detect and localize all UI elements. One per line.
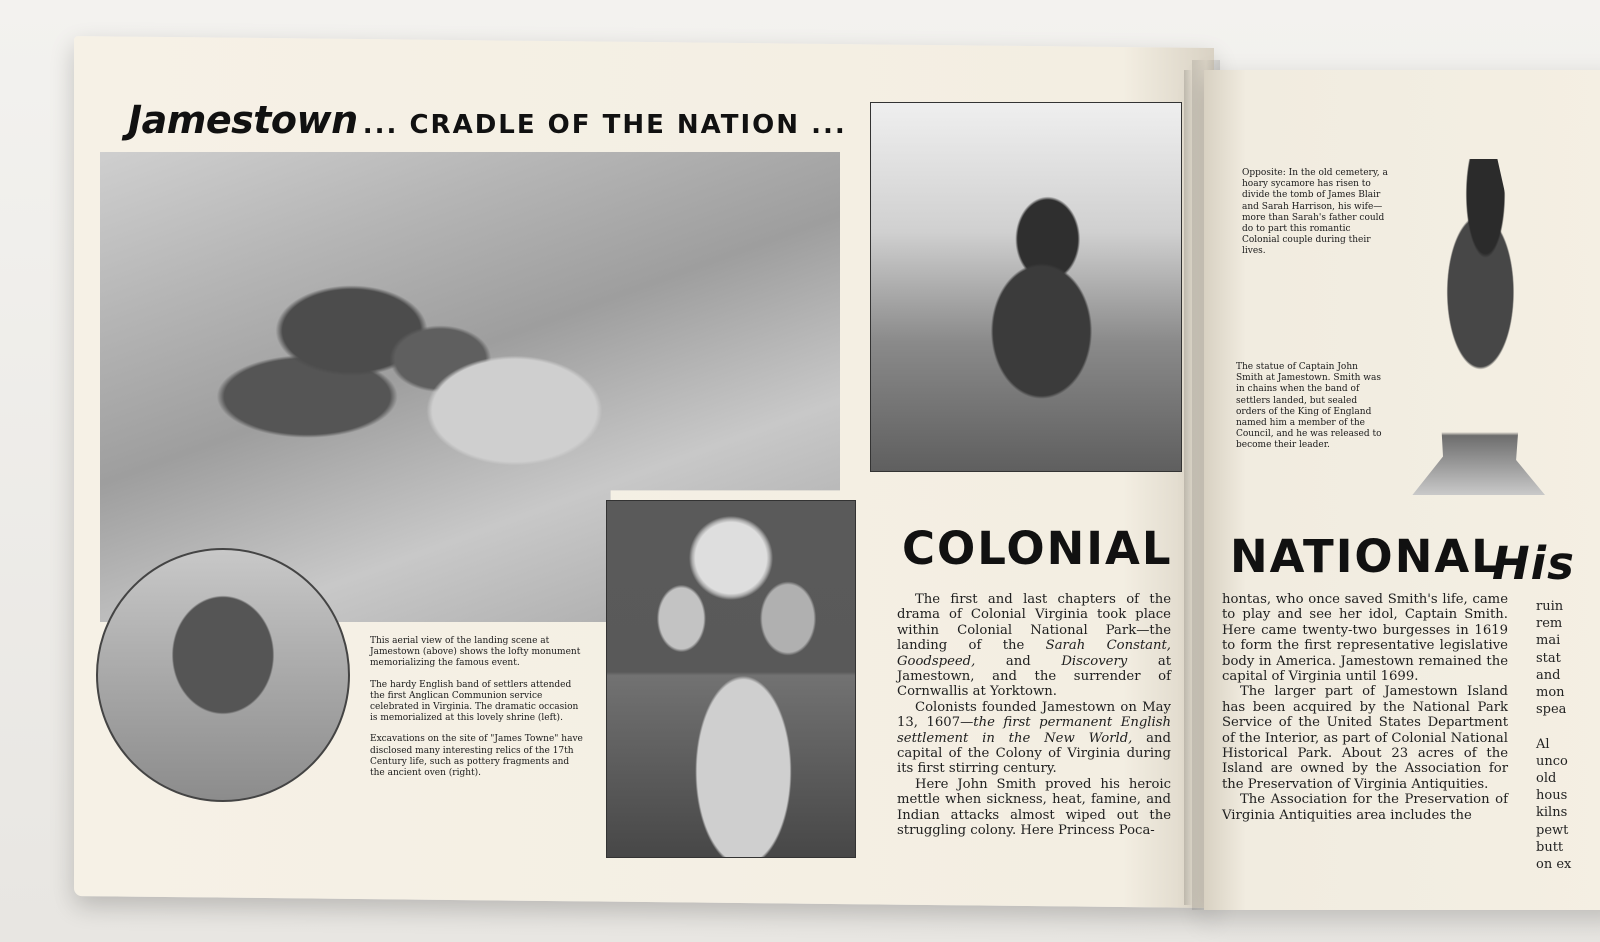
heading-his: His — [1492, 537, 1575, 590]
artifacts-photo — [606, 500, 856, 858]
page-title — [128, 98, 847, 142]
title-caps: ... CRADLE OF THE NATION ... — [362, 110, 847, 140]
excavations-caption: Excavations on the site of "James Towne" have disclosed many interesting relics of the 17th Century life, such as pottery fragments and the ancient oven (right). — [370, 734, 583, 779]
body-left-p3: Here John Smith proved his heroic mettle when sickness, heat, famine, and Indian attacks almost wiped out the struggling colony. Here Princess Poca- — [897, 776, 1171, 839]
body-right-p3: The Association for the Preservation of Virginia Antiquities area includes the — [1222, 792, 1508, 823]
body-right-p1: hontas, who once saved Smith's life, came to play and see her idol, Captain Smith. Here came twenty-two burgesses in 1619 to form the first representative legislative body in America. Jamestown remained the capital of Virginia until 1699. — [1222, 592, 1508, 685]
statue-caption: The statue of Captain John Smith at Jamestown. Smith was in chains when the band of settlers landed, but sealed orders of the King of England named him a member of the Council, and he was released to become their leader. — [1236, 362, 1382, 451]
shrine-caption: The hardy English band of settlers attended the first Anglican Communion service celebrated in Virginia. The dramatic occasion is memorialized at this lovely shrine (left). — [370, 679, 579, 724]
page-shadow — [1184, 70, 1192, 905]
body-left-p1: The first and last chapters of the drama of Colonial Virginia took place within Colonial National Park—the landing of the Sarah Constant, Goodspeed, and Discovery at Jamestown, and the surrender of Cornwallis at Yorktown. — [897, 592, 1172, 700]
heading-colonial: COLONIAL — [902, 522, 1173, 575]
body-right-column — [1222, 592, 1508, 823]
body-left-column — [897, 592, 1171, 839]
title-script: Jamestown — [128, 98, 358, 142]
cemetery-tree-photo — [870, 102, 1182, 472]
shrine-photo — [96, 548, 350, 802]
body-right-p2: The larger part of Jamestown Island has been acquired by the National Park Service of the United States Department of the Interior, as part of Colonial National Historical Park. About 23 acres of the Island are owned by the Association for the Preservation of Virginia Antiquities. — [1222, 684, 1508, 792]
opposite-caption: Opposite: In the old cemetery, a hoary sycamore has risen to divide the tomb of James Blair and Sarah Harrison, his wife—more than Sarah's father could do to part this romantic Colonial couple during their lives. — [1242, 168, 1388, 257]
photo-captions-left — [370, 636, 586, 789]
aerial-caption: This aerial view of the landing scene at Jamestown (above) shows the lofty monument memorializing the famous event. — [370, 636, 581, 669]
edge-fragments: ruin rem mai stat and mon spea Al unco old hous kilns pewt butt on ex — [1536, 599, 1572, 873]
body-left-p2: Colonists founded Jamestown on May 13, 1607—the first permanent English settlement in the New World, and capital of the Colony of Virginia during its first stirring century. — [897, 699, 1171, 777]
heading-national: NATIONAL — [1230, 530, 1502, 583]
